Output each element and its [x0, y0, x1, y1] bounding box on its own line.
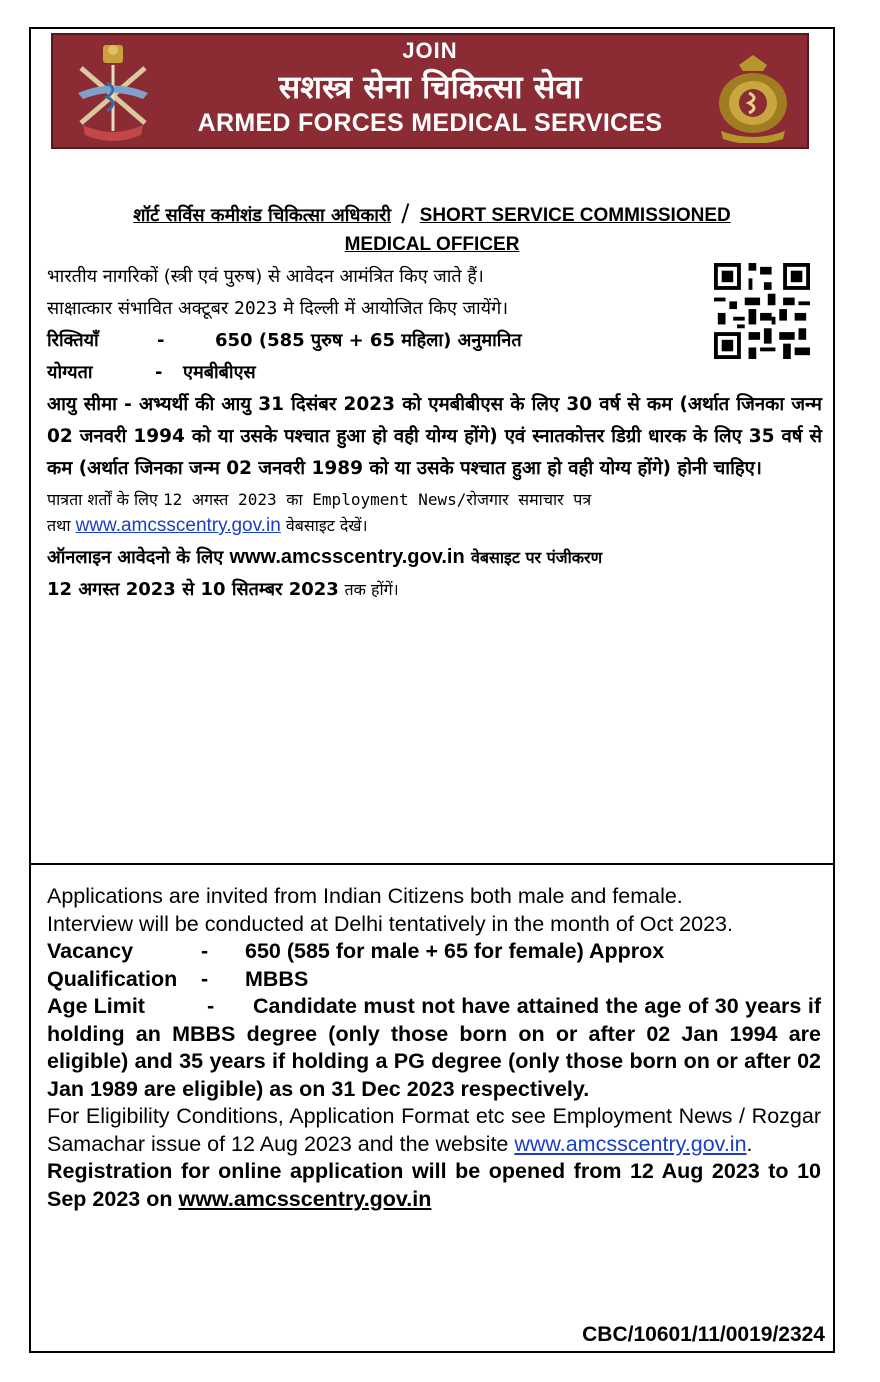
english-vacancy-value: 650 (585 for male + 65 for female) Approx [245, 939, 665, 963]
hindi-vacancy-label: रिक्तियाँ [47, 330, 99, 351]
english-invitation: Applications are invited from Indian Citizens both male and female. [47, 884, 683, 908]
hindi-reg-dates: 12 अगस्त 2023 से 10 सितम्बर 2023 [47, 579, 339, 600]
hindi-reg-text: ऑनलाइन आवेदनो के लिए [47, 547, 224, 568]
hindi-qual-value: एमबीबीएस [183, 362, 256, 383]
heading-separator: / [401, 199, 410, 227]
hindi-qual-label: योग्यता [47, 362, 93, 383]
english-qualification-row [47, 966, 821, 994]
heading-english-line2: MEDICAL OFFICER [344, 234, 520, 255]
hindi-vacancy-value: 650 (585 पुरुष + 65 महिला) अनुमानित [215, 330, 522, 351]
join-label: JOIN [402, 38, 458, 63]
hindi-elig-website-link[interactable]: www.amcsscentry.gov.in [75, 515, 281, 536]
english-elig-text: For Eligibility Conditions, Application Format etc see Employment News / Rozgar Samachar issue of 12 Aug 2023 and the website [47, 1104, 821, 1156]
english-reg-website-link[interactable]: www.amcsscentry.gov.in [178, 1186, 432, 1211]
hindi-eligibility [47, 487, 827, 539]
hindi-reg-website-link[interactable]: www.amcsscentry.gov.in [229, 546, 465, 568]
advert-code: CBC/10601/11/0019/2324 [582, 1323, 825, 1346]
english-interview: Interview will be conducted at Delhi tentatively in the month of Oct 2023. [47, 911, 733, 936]
hindi-elig-source: 12 अगस्त 2023 का Employment News/रोजगार समाचार पत्र [162, 490, 592, 509]
english-elig-end: . [746, 1131, 753, 1156]
hindi-elig-and: तथा [47, 516, 71, 535]
english-eligibility [47, 1103, 821, 1158]
hindi-elig-end: वेबसाइट देखें। [285, 516, 368, 535]
english-elig-website-link[interactable]: www.amcsscentry.gov.in [514, 1131, 747, 1156]
heading-hindi: शॉर्ट सर्विस कमीशंड चिकित्सा अधिकारी [133, 205, 391, 226]
hindi-registration [47, 541, 827, 574]
english-vacancy-dash: - [201, 939, 209, 963]
english-age-dash: - [207, 994, 215, 1018]
hindi-qualification-row [47, 357, 827, 389]
section-divider [31, 863, 833, 865]
english-age-text: Candidate must not have attained the age of 30 years if holding an MBBS degree (only those born on or after 02 Jan 1994 are eligible) and 35 years if holding a PG degree (only those born on or after 02 Jan 1989 are eligible) as on 31 Dec 2023 respectively. [47, 994, 821, 1101]
english-age-label: Age Limit [47, 994, 145, 1018]
notice-heading [51, 199, 813, 259]
english-qual-label: Qualification [47, 966, 178, 991]
amc-badge-icon [711, 51, 795, 143]
english-vacancy-row [47, 938, 821, 966]
banner-title-hindi: सशस्त्र सेना चिकित्सा सेवा [278, 68, 582, 106]
banner-title-english: ARMED FORCES MEDICAL SERVICES [197, 109, 663, 137]
english-qual-dash: - [201, 966, 209, 991]
hindi-notice [47, 261, 827, 606]
english-notice [47, 883, 821, 1213]
header-banner [51, 33, 809, 149]
english-vacancy-label: Vacancy [47, 939, 134, 963]
hindi-qual-dash: - [155, 362, 163, 383]
hindi-vacancy-row [47, 325, 827, 357]
hindi-reg-text-end: वेबसाइट पर पंजीकरण [470, 548, 603, 567]
hindi-vacancy-dash: - [157, 330, 165, 351]
hindi-reg-dates-end: तक होंगें। [344, 580, 399, 599]
heading-english-line1: SHORT SERVICE COMMISSIONED [419, 205, 731, 226]
hindi-invitation: भारतीय नागरिकों (स्त्री एवं पुरुष) से आवेदन आमंत्रित किए जाते हैं। [47, 266, 484, 287]
hindi-elig-text: पात्रता शर्तों के लिए [47, 490, 158, 509]
hindi-interview-year: 2023 [233, 298, 278, 319]
english-age-limit [47, 993, 821, 1103]
english-qual-value: MBBS [245, 966, 309, 991]
advertisement-frame [29, 27, 835, 1353]
hindi-interview-text: साक्षात्कार संभावित अक्टूबर [47, 298, 229, 319]
hindi-registration-dates [47, 574, 827, 606]
hindi-interview [47, 293, 827, 325]
hindi-interview-text-end: मे दिल्ली में आयोजित किए जायेंगे। [283, 298, 509, 319]
hindi-age-limit: आयु सीमा - अभ्यर्थी की आयु 31 दिसंबर 2023 को एमबीबीएस के लिए 30 वर्ष से कम (अर्थात जिनका जन्म 02 जनवरी 1994 को या उसके पश्चात हुआ हो वही योग्य होंगे) एवं स्नातकोत्तर डिग्री धारक के लिए 35 वर्ष से कम (अर्थात जिनका जन्म 02 जनवरी 1989 को या उसके पश्चात हुआ हो वही योग्य होंगे) होनी चाहिए। [47, 394, 822, 479]
english-reg-text: Registration for online application will be opened from 12 Aug 2023 to 10 Sep 2023 on [47, 1159, 821, 1211]
english-registration [47, 1158, 821, 1213]
